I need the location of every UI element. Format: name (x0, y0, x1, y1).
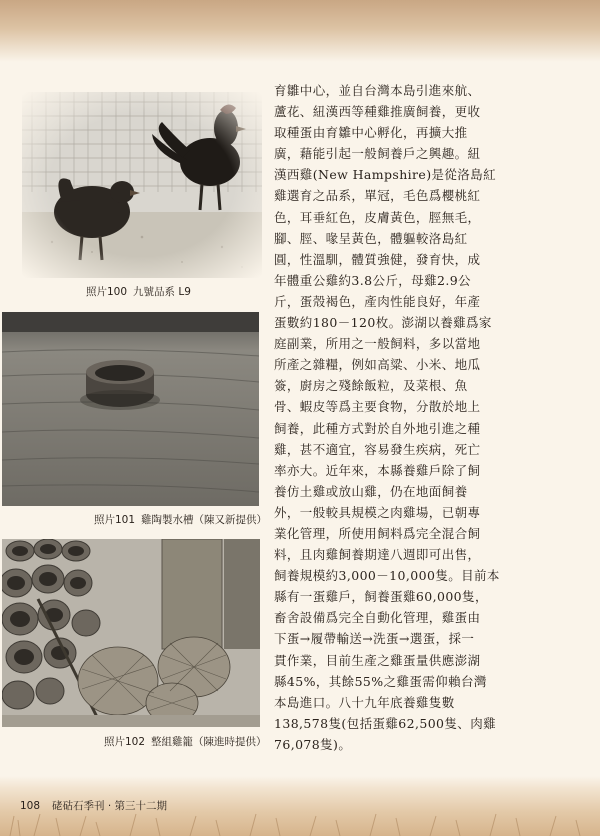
body-line: 縣45%，其餘55%之雞蛋需仰賴台灣 (274, 673, 487, 689)
page-number: 108 (20, 800, 41, 812)
body-line: 飼養規模約3,000－10,000隻。目前本 (274, 568, 500, 584)
publication-title: 硓𥑮石季刊 · 第三十二期 (52, 800, 168, 812)
photo-chickens (22, 92, 262, 278)
photo-caption (104, 734, 267, 749)
chicken-photo-icon (22, 92, 262, 278)
body-line: 縣有一蛋雞戶，飼養蛋雞60,000隻， (274, 589, 488, 605)
photo-caption (86, 284, 191, 299)
photo-water-trough (2, 312, 259, 506)
body-line: 斤，蛋殼褐色，產肉性能良好，年產 (274, 293, 481, 309)
body-line: 料，且肉雞飼養期達八週即可出售， (274, 547, 481, 563)
body-line: 蘆花、紐漢西等種雞推廣飼養，更收 (274, 104, 481, 120)
body-line: 雞選育之品系，單冠，毛色爲櫻桃紅 (274, 188, 481, 204)
body-line: 所產之雜糧，例如高粱、小米、地瓜 (274, 357, 481, 373)
body-line: 本島進口。八十九年底養雞隻數 (274, 694, 455, 710)
top-decorative-band (0, 0, 600, 62)
article-body (274, 80, 522, 755)
body-line: 76,078隻)。 (274, 736, 352, 752)
photo-chicken-cages (2, 539, 260, 727)
body-line: 蛋數約180－120枚。澎湖以養雞爲家 (274, 315, 492, 331)
body-line: 138,578隻(包括蛋雞62,500隻、肉雞 (274, 715, 497, 731)
body-line: 廣，藉能引起一般飼養戶之興趣。紐 (274, 146, 481, 162)
body-line: 率亦大。近年來，本縣養雞戶除了飼 (274, 462, 481, 478)
body-line: 庭副業，所用之一般飼料，多以當地 (274, 336, 481, 352)
body-line: 腳、脛、喙呈黃色，體軀較洛島紅 (274, 230, 468, 246)
photo-caption-text: 雞陶製水槽（陳又新提供） (141, 514, 268, 526)
photo-number: 照片101 (94, 514, 136, 526)
photo-number: 照片102 (104, 736, 146, 748)
body-line: 育雛中心，並自台灣本島引進來航、 (274, 83, 481, 98)
body-line: 飼養，此種方式對於自外地引進之種 (274, 420, 481, 436)
water-trough-photo-icon (2, 312, 259, 506)
photo-caption-text: 整組雞籠（陳進時提供） (151, 736, 267, 748)
photo-number: 照片100 (86, 286, 128, 298)
body-line: 色，耳垂紅色，皮膚黃色，脛無毛， (274, 209, 481, 225)
body-line: 雞，甚不適宜，容易發生疾病，死亡 (274, 441, 481, 457)
body-line: 漢西雞(New Hampshire)是從洛島紅 (274, 167, 497, 183)
body-line: 畜舍設備爲完全自動化管理，雞蛋由 (274, 610, 481, 626)
body-line: 業化管理，所使用飼料爲完全混合飼 (274, 525, 481, 541)
body-line: 取種蛋由育雛中心孵化，再擴大推 (274, 125, 468, 141)
body-line: 外，一般較具規模之肉雞場，已朝專 (274, 504, 481, 520)
body-line: 貫作業，目前生產之雞蛋量供應澎湖 (274, 652, 481, 668)
photo-caption (94, 512, 267, 527)
photo-caption-text: 九號品系 L9 (133, 286, 191, 298)
body-line: 下蛋→履帶輸送→洗蛋→選蛋，採一 (274, 631, 475, 647)
body-line: 簽，廚房之殘餘飯粒，及菜根、魚 (274, 378, 468, 394)
body-line: 年體重公雞約3.8公斤，母雞2.9公 (274, 272, 471, 288)
chicken-cages-photo-icon (2, 539, 260, 727)
body-line: 骨、蝦皮等爲主要食物，分散於地上 (274, 399, 481, 415)
page-footer (20, 798, 167, 813)
body-line: 圓，性溫馴，體質強健，發育快，成 (274, 251, 481, 267)
body-line: 養仿土雞或放山雞，仍在地面飼養 (274, 483, 468, 499)
